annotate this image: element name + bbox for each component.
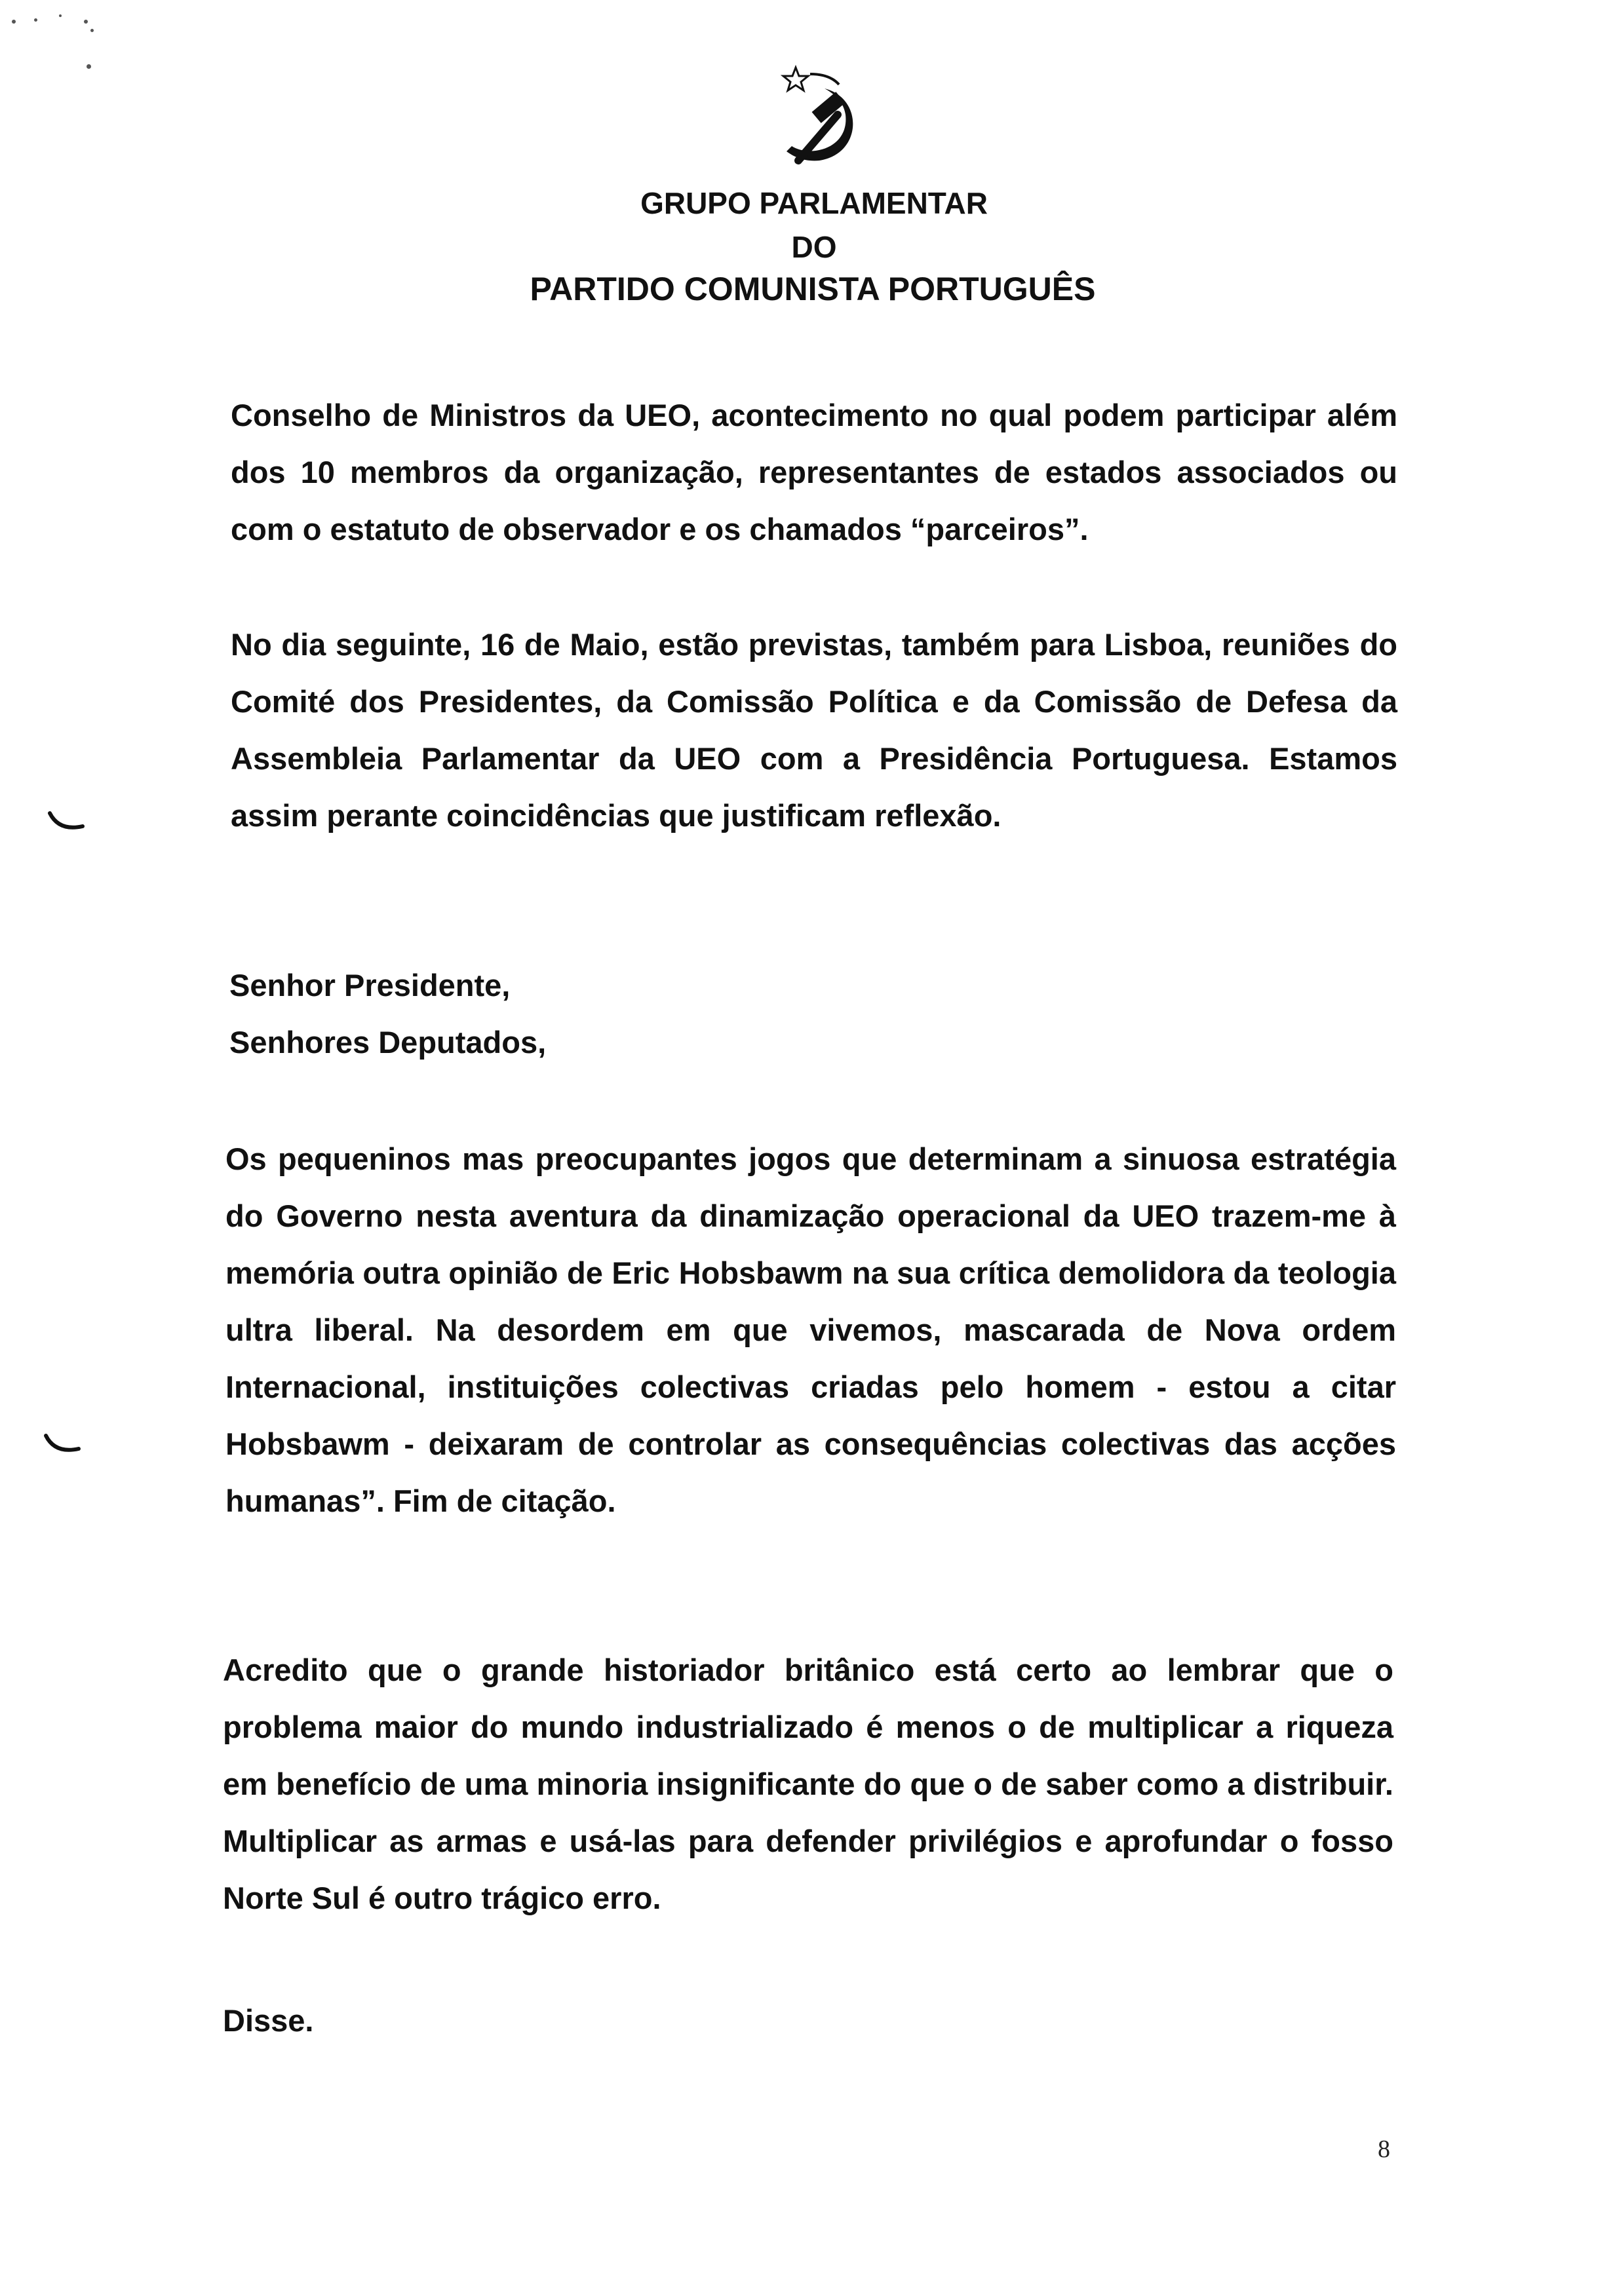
paragraph-1: Conselho de Ministros da UEO, acontecimento no qual podem participar além dos 10 membros da organização, representantes de estados associados ou com o estatuto de observador e os chamados “parceiros”. bbox=[231, 398, 1397, 546]
scan-speck bbox=[34, 18, 37, 22]
paragraph-2: No dia seguinte, 16 de Maio, estão previstas, também para Lisboa, reuniões do Comité dos Presidentes, da Comissão Política e da Comissão de Defesa da Assembleia Parlamentar da UEO com a Presidência Portuguesa. Estamos assim perante coincidências que justificam reflexão. bbox=[231, 627, 1397, 833]
closing: Disse. bbox=[223, 2003, 314, 2038]
salutation bbox=[229, 957, 1396, 1071]
paragraph-3: Os pequeninos mas preocupantes jogos que determinam a sinuosa estratégia do Governo nesta aventura da dinamização operacional da UEO trazem-me à memória outra opinião de Eric Hobsbawm na sua crítica demolidora da teologia ultra liberal. Na desordem em que vivemos, mascarada de Nova ordem Internacional, instituições colectivas criadas pelo homem - estou a citar Hobsbawm - deixaram de controlar as consequências colectivas das acções humanas”. Fim de citação. bbox=[225, 1141, 1396, 1518]
header-party-name: PARTIDO COMUNISTA PORTUGUÊS bbox=[530, 271, 1096, 307]
header-connector: DO bbox=[791, 230, 837, 264]
punch-hole-mark-icon bbox=[46, 809, 92, 835]
hammer-sickle-star-icon bbox=[779, 62, 877, 174]
scan-speck bbox=[59, 14, 62, 17]
paragraph-4: Acredito que o grande historiador britânico está certo ao lembrar que o problema maior do mundo industrializado é menos o de multiplicar a riqueza em benefício de uma minoria insignificante do que o de saber como a distribuir. Multiplicar as armas e usá-las para defender privilégios e aprofundar o fosso Norte Sul é outro trágico erro. bbox=[223, 1653, 1393, 1915]
scan-speck bbox=[84, 20, 88, 24]
scan-speck bbox=[87, 64, 91, 69]
salutation-line-2: Senhores Deputados, bbox=[229, 1025, 547, 1060]
salutation-line-1: Senhor Presidente, bbox=[229, 968, 511, 1003]
punch-hole-mark-icon bbox=[42, 1432, 88, 1458]
page-number: 8 bbox=[1378, 2135, 1390, 2163]
scan-speck bbox=[90, 29, 94, 32]
scan-speck bbox=[12, 20, 16, 24]
header-group-title: GRUPO PARLAMENTAR bbox=[640, 186, 988, 220]
